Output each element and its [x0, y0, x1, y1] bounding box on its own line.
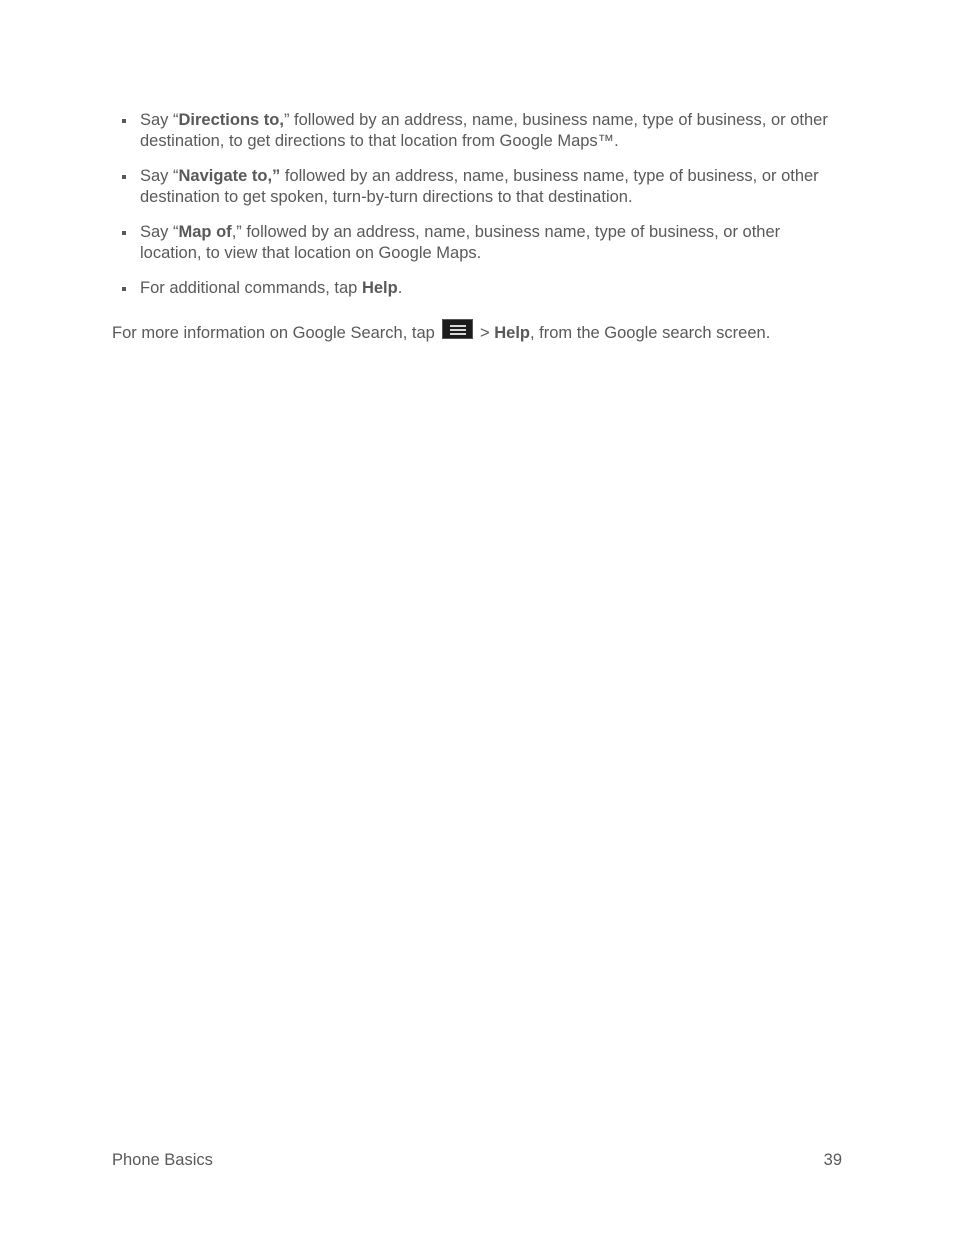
list-item: Say “Map of,” followed by an address, name, business name, type of business, or other location, to view that location on Google Maps.	[120, 222, 840, 264]
list-item: For additional commands, tap Help.	[120, 278, 840, 299]
bullet-icon	[122, 231, 126, 235]
help-label: Help	[494, 324, 530, 342]
voice-command-list	[120, 110, 840, 313]
menu-icon	[442, 319, 473, 339]
list-item: Say “Navigate to,” followed by an address, name, business name, type of business, or other destination to get spoken, turn-by-turn directions to that destination.	[120, 166, 840, 208]
command-map-of: Map of	[178, 223, 232, 241]
command-navigate-to: Navigate to,”	[178, 167, 281, 185]
list-item: Say “Directions to,” followed by an address, name, business name, type of business, or other destination, to get directions to that location from Google Maps™.	[120, 110, 840, 152]
footer-section-title: Phone Basics	[112, 1151, 213, 1169]
bullet-icon	[122, 119, 126, 123]
page-number: 39	[823, 1151, 842, 1169]
more-info-paragraph: For more information on Google Search, tap > Help, from the Google search screen.	[112, 319, 852, 344]
command-directions-to: Directions to,	[178, 111, 284, 129]
bullet-icon	[122, 287, 126, 291]
bullet-icon	[122, 175, 126, 179]
help-label: Help	[361, 279, 398, 297]
